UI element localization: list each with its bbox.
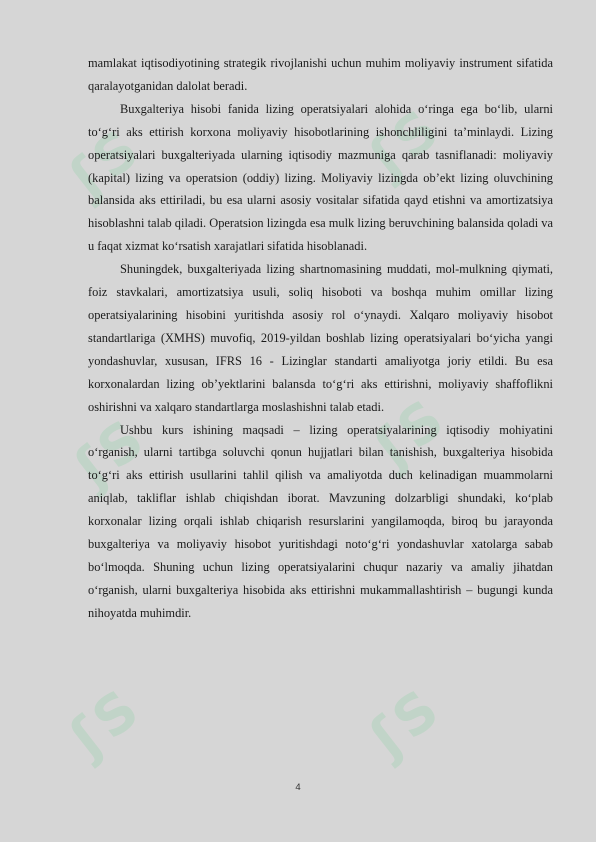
- watermark-logo: ʃS: [358, 674, 455, 769]
- paragraph: mamlakat iqtisodiyotining strategik rivojlanishi uchun muhim moliyaviy instrument sifatida qaralayotganidan dalolat beradi.: [88, 56, 553, 93]
- watermark-logo: ʃS: [363, 384, 460, 479]
- paragraph: Shuningdek, buxgalteriyada lizing shartnomasining muddati, mol-mulkning qiymati, foiz stavkalari, amortizatsiya usuli, soliq hisoboti va boshqa muhim omillar lizing operatsiyalarining hisobini yuritishda asosiy rol o‘ynaydi. Xalqaro moliyaviy hisobot standartlariga (XMHS) muvofiq, 2019-yildan boshlab lizing operatsiyalari bo‘yicha yangi yondashuvlar, xususan, IFRS 16 - Lizinglar standarti amaliyotga joriy etildi. Bu esa korxonalardan lizing ob’yektlarini balansda to‘g‘ri aks ettirishni, moliyaviy shaffoflikni oshirishni va xalqaro standartlarga moslashishni talab etadi.: [88, 262, 553, 414]
- watermark-logo: ʃS: [58, 114, 155, 209]
- paragraph: Ushbu kurs ishining maqsadi – lizing operatsiyalarining iqtisodiy mohiyatini o‘rganish, ularni tartibga soluvchi qonun hujjatlari bilan tanishish, buxgalteriya hisobida to‘g‘ri aks ettirish usullarini tahlil qilish va amaliyotda duch kelinadigan muammolarni aniqlab, takliflar ishlab chiqishdan iborat. Mavzuning dolzarbligi shundaki, ko‘plab korxonalar lizing orqali ishlab chiqarish resurslarini yangilamoqda, biroq bu jarayonda buxgalteriya va moliyaviy hisobot yuritishdagi noto‘g‘ri yondashuvlar xatolarga sabab bo‘lmoqda. Shuning uchun lizing operatsiyalarini chuqur nazariy va amaliy jihatdan o‘rganish, ularni buxgalteriya hisobida aks ettirishni mukammallashtirish – bugungi kunda nihoyatda muhimdir.: [88, 422, 553, 620]
- watermark-logo: ʃS: [358, 94, 455, 189]
- body-text: [88, 52, 553, 625]
- page-number: 4: [295, 782, 301, 793]
- watermark-logo: ʃS: [58, 674, 155, 769]
- watermark-logo: ʃS: [63, 404, 160, 499]
- paragraph: Buxgalteriya hisobi fanida lizing operatsiyalari alohida o‘ringa ega bo‘lib, ularni to‘g‘ri aks ettirish korxona moliyaviy hisobotlarining ishonchliligini ta’minlaydi. Lizing operatsiyalari buxgalteriyada ularning iqtisodiy mazmuniga qarab tasniflanadi: moliyaviy (kapital) lizing va operatsion (oddiy) lizing. Moliyaviy lizingda ob’ekt lizing oluvchining balansida aks ettiriladi, bu esa ularni asosiy vositalar sifatida qayd etishni va amortizatsiya hisoblashni talab qiladi. Operatsion lizingda esa mulk lizing beruvchining balansida qoladi va u faqat xizmat ko‘rsatish xarajatlari sifatida hisoblanadi.: [88, 101, 553, 254]
